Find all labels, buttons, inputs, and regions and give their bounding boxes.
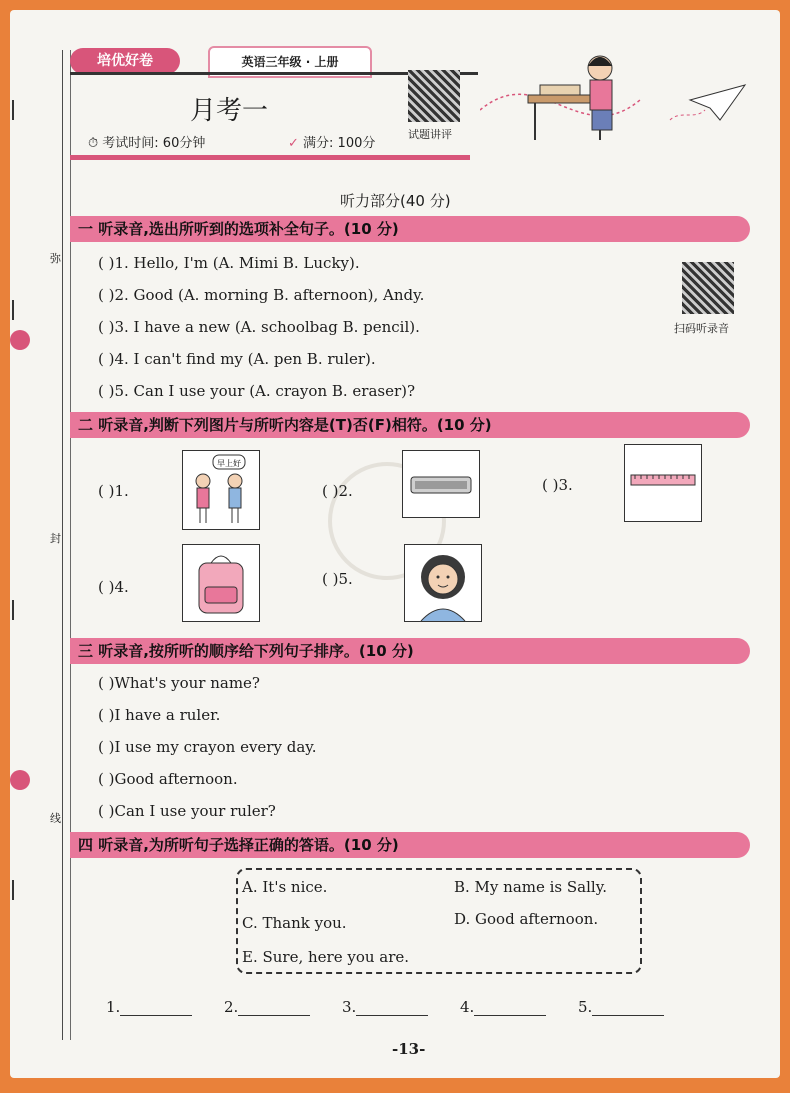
- option-c: C. Thank you.: [242, 914, 347, 932]
- s3-item: ( )Good afternoon.: [98, 770, 238, 788]
- qr-code-audio[interactable]: [682, 262, 734, 314]
- s3-item: ( )Can I use your ruler?: [98, 802, 276, 820]
- series-badge: 培优好卷: [70, 48, 180, 74]
- s2-label: ( )3.: [542, 476, 573, 494]
- blank-label: 1.: [106, 998, 121, 1016]
- option-d: D. Good afternoon.: [454, 910, 599, 928]
- binding-char: 封: [50, 532, 61, 545]
- binding-char: 弥: [50, 252, 61, 265]
- blank-label: 5.: [578, 998, 593, 1016]
- picture-ruler: [624, 444, 702, 522]
- full-score-text: 满分: 100分: [303, 136, 376, 151]
- exam-time: [88, 132, 205, 151]
- section-4-title: 四 听录音,为所听句子选择正确的答语。(10 分): [70, 832, 750, 858]
- section-1-title: 一 听录音,选出所听到的选项补全句子。(10 分): [70, 216, 750, 242]
- check-icon: ✓: [288, 136, 299, 151]
- student-desk-illustration: [480, 40, 750, 150]
- listening-title: 听力部分(40 分): [340, 192, 451, 210]
- blank-label: 3.: [342, 998, 357, 1016]
- blank-label: 4.: [460, 998, 475, 1016]
- page-title: 月考一: [190, 96, 269, 126]
- section-3-title: 三 听录音,按所听的顺序给下列句子排序。(10 分): [70, 638, 750, 664]
- s1-item: ( )4. I can't find my (A. pen B. ruler).: [98, 350, 376, 368]
- answer-blank-5[interactable]: [578, 998, 664, 1016]
- binding-mark: [12, 300, 32, 320]
- s2-label: ( )4.: [98, 578, 129, 596]
- binding-line-inner: [70, 50, 71, 1040]
- s3-item: ( )I use my crayon every day.: [98, 738, 317, 756]
- answer-blank-3[interactable]: [342, 998, 428, 1016]
- qr-caption: 试题讲评: [408, 128, 452, 141]
- speech-bubble-text: 早上好: [217, 459, 241, 468]
- picture-schoolbag: [182, 544, 260, 622]
- binding-mark: [12, 100, 32, 120]
- exam-time-text: 考试时间: 60分钟: [102, 136, 206, 151]
- clock-icon: ⏱: [88, 136, 99, 151]
- s2-label: ( )1.: [98, 482, 129, 500]
- section-2-title: 二 听录音,判断下列图片与所听内容是(T)否(F)相符。(10 分): [70, 412, 750, 438]
- s1-item: ( )2. Good (A. morning B. afternoon), Andy.: [98, 286, 425, 304]
- s3-item: ( )What's your name?: [98, 674, 260, 692]
- binding-line: [62, 50, 63, 1040]
- binding-dot: [10, 770, 30, 790]
- s1-item: ( )1. Hello, I'm (A. Mimi B. Lucky).: [98, 254, 360, 272]
- header-pink-bar: [70, 155, 470, 160]
- s3-item: ( )I have a ruler.: [98, 706, 221, 724]
- s2-label: ( )5.: [322, 570, 353, 588]
- picture-pencil-box: [402, 450, 480, 518]
- binding-mark: [12, 600, 32, 620]
- picture-two-children-greeting: [182, 450, 260, 530]
- page-number: -13-: [392, 1040, 426, 1058]
- answer-blank-1[interactable]: [106, 998, 192, 1016]
- s1-item: ( )3. I have a new (A. schoolbag B. pencil).: [98, 318, 420, 336]
- grade-tab: 英语三年级 · 上册: [208, 46, 372, 78]
- option-a: A. It's nice.: [242, 878, 328, 896]
- full-score: [288, 132, 375, 151]
- qr-code-review[interactable]: [408, 70, 460, 122]
- exam-page: [10, 10, 780, 1078]
- answer-blank-2[interactable]: [224, 998, 310, 1016]
- option-b: B. My name is Sally.: [454, 878, 607, 896]
- binding-dot: [10, 330, 30, 350]
- blank-label: 2.: [224, 998, 239, 1016]
- qr2-caption: 扫码听录音: [674, 322, 729, 335]
- picture-girl-portrait: [404, 544, 482, 622]
- answer-blank-4[interactable]: [460, 998, 546, 1016]
- s2-label: ( )2.: [322, 482, 353, 500]
- s1-item: ( )5. Can I use your (A. crayon B. eraser)?: [98, 382, 416, 400]
- binding-char: 线: [50, 812, 61, 825]
- binding-mark: [12, 880, 32, 900]
- option-e: E. Sure, here you are.: [242, 948, 410, 966]
